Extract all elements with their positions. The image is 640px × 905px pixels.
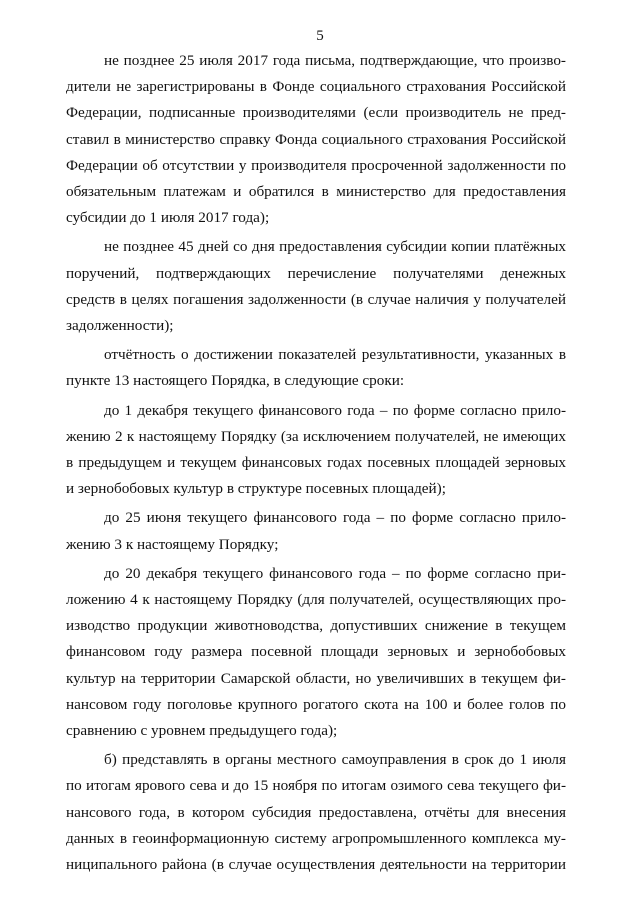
text-line: до 20 декабря текущего финансового года – по форме согласно при-: [104, 564, 566, 582]
text-line: до 25 июня текущего финансового года – по форме согласно прило-: [104, 509, 566, 527]
text-line: б) представлять в органы местного самоуправления в срок до 1 июля: [104, 751, 566, 769]
text-line: ставил в министерство справку Фонда социального страхования Российской: [66, 130, 566, 148]
text-line: ложению 4 к настоящему Порядку (для получателей, осуществляющих про-: [66, 591, 566, 609]
text-line: субсидии до 1 июля 2017 года);: [66, 209, 270, 227]
paragraph-reporting: [66, 342, 566, 394]
text-line: не позднее 25 июля 2017 года письма, подтверждающие, что произво-: [104, 52, 566, 69]
text-line: средств в целях погашения задолженности (в случае наличия у получателей: [66, 290, 566, 308]
paragraph-december-1: [66, 398, 566, 503]
paragraph-item-b: [66, 747, 566, 878]
text-line: данных в геоинформационную систему агропромышленного комплекса му-: [66, 829, 566, 847]
text-line: отчётность о достижении показателей результативности, указанных в: [104, 346, 566, 364]
text-line: культур на территории Самарской области, но увеличивших в текущем фи-: [66, 669, 566, 687]
document-body: [66, 48, 566, 878]
text-line: по итогам ярового сева и до 15 ноября по итогам озимого сева текущего фи-: [66, 777, 566, 795]
text-line: жению 3 к настоящему Порядку;: [66, 535, 279, 553]
text-line: до 1 декабря текущего финансового года – по форме согласно прило-: [104, 401, 566, 419]
text-line: задолженности);: [66, 317, 174, 335]
text-line: дители не зарегистрированы в Фонде социального страхования Российской: [66, 78, 566, 96]
text-line: обязательным платежам и обратился в министерство для предоставления: [66, 183, 566, 201]
paragraph-payment-orders: [66, 234, 566, 339]
text-line: поручений, подтверждающих перечисление получателями денежных: [66, 264, 566, 282]
paragraph-letters-deadline: [66, 48, 566, 231]
text-line: пункте 13 настоящего Порядка, в следующие сроки:: [66, 372, 405, 390]
text-line: сравнению с уровнем предыдущего года);: [66, 722, 338, 740]
page-number: 5: [316, 28, 324, 44]
text-line: ниципального района (в случае осуществления деятельности на территории: [66, 856, 566, 874]
text-line: нансовом году поголовье крупного рогатого скота на 100 и более голов по: [66, 695, 566, 713]
text-line: финансовом году размера посевной площади зерновых и зернобобовых: [66, 643, 566, 661]
text-line: изводство продукции животноводства, допустивших снижение в текущем: [66, 617, 566, 635]
text-line: в предыдущем и текущем финансовых годах посевных площадей зерновых: [66, 454, 566, 472]
text-line: жению 2 к настоящему Порядку (за исключением получателей, не имеющих: [66, 427, 566, 445]
text-line: Федерации об отсутствии у производителя просроченной задолженности по: [66, 156, 566, 174]
paragraph-june-25: [66, 505, 566, 557]
text-line: нансового года, в котором субсидия предоставлена, отчёты для внесения: [66, 803, 566, 821]
text-line: не позднее 45 дней со дня предоставления субсидии копии платёжных: [104, 238, 566, 256]
paragraph-december-20: [66, 561, 566, 744]
text-line: и зернобобовых культур в структуре посевных площадей);: [66, 480, 446, 498]
text-line: Федерации, подписанные производителями (если производитель не пред-: [66, 104, 566, 122]
